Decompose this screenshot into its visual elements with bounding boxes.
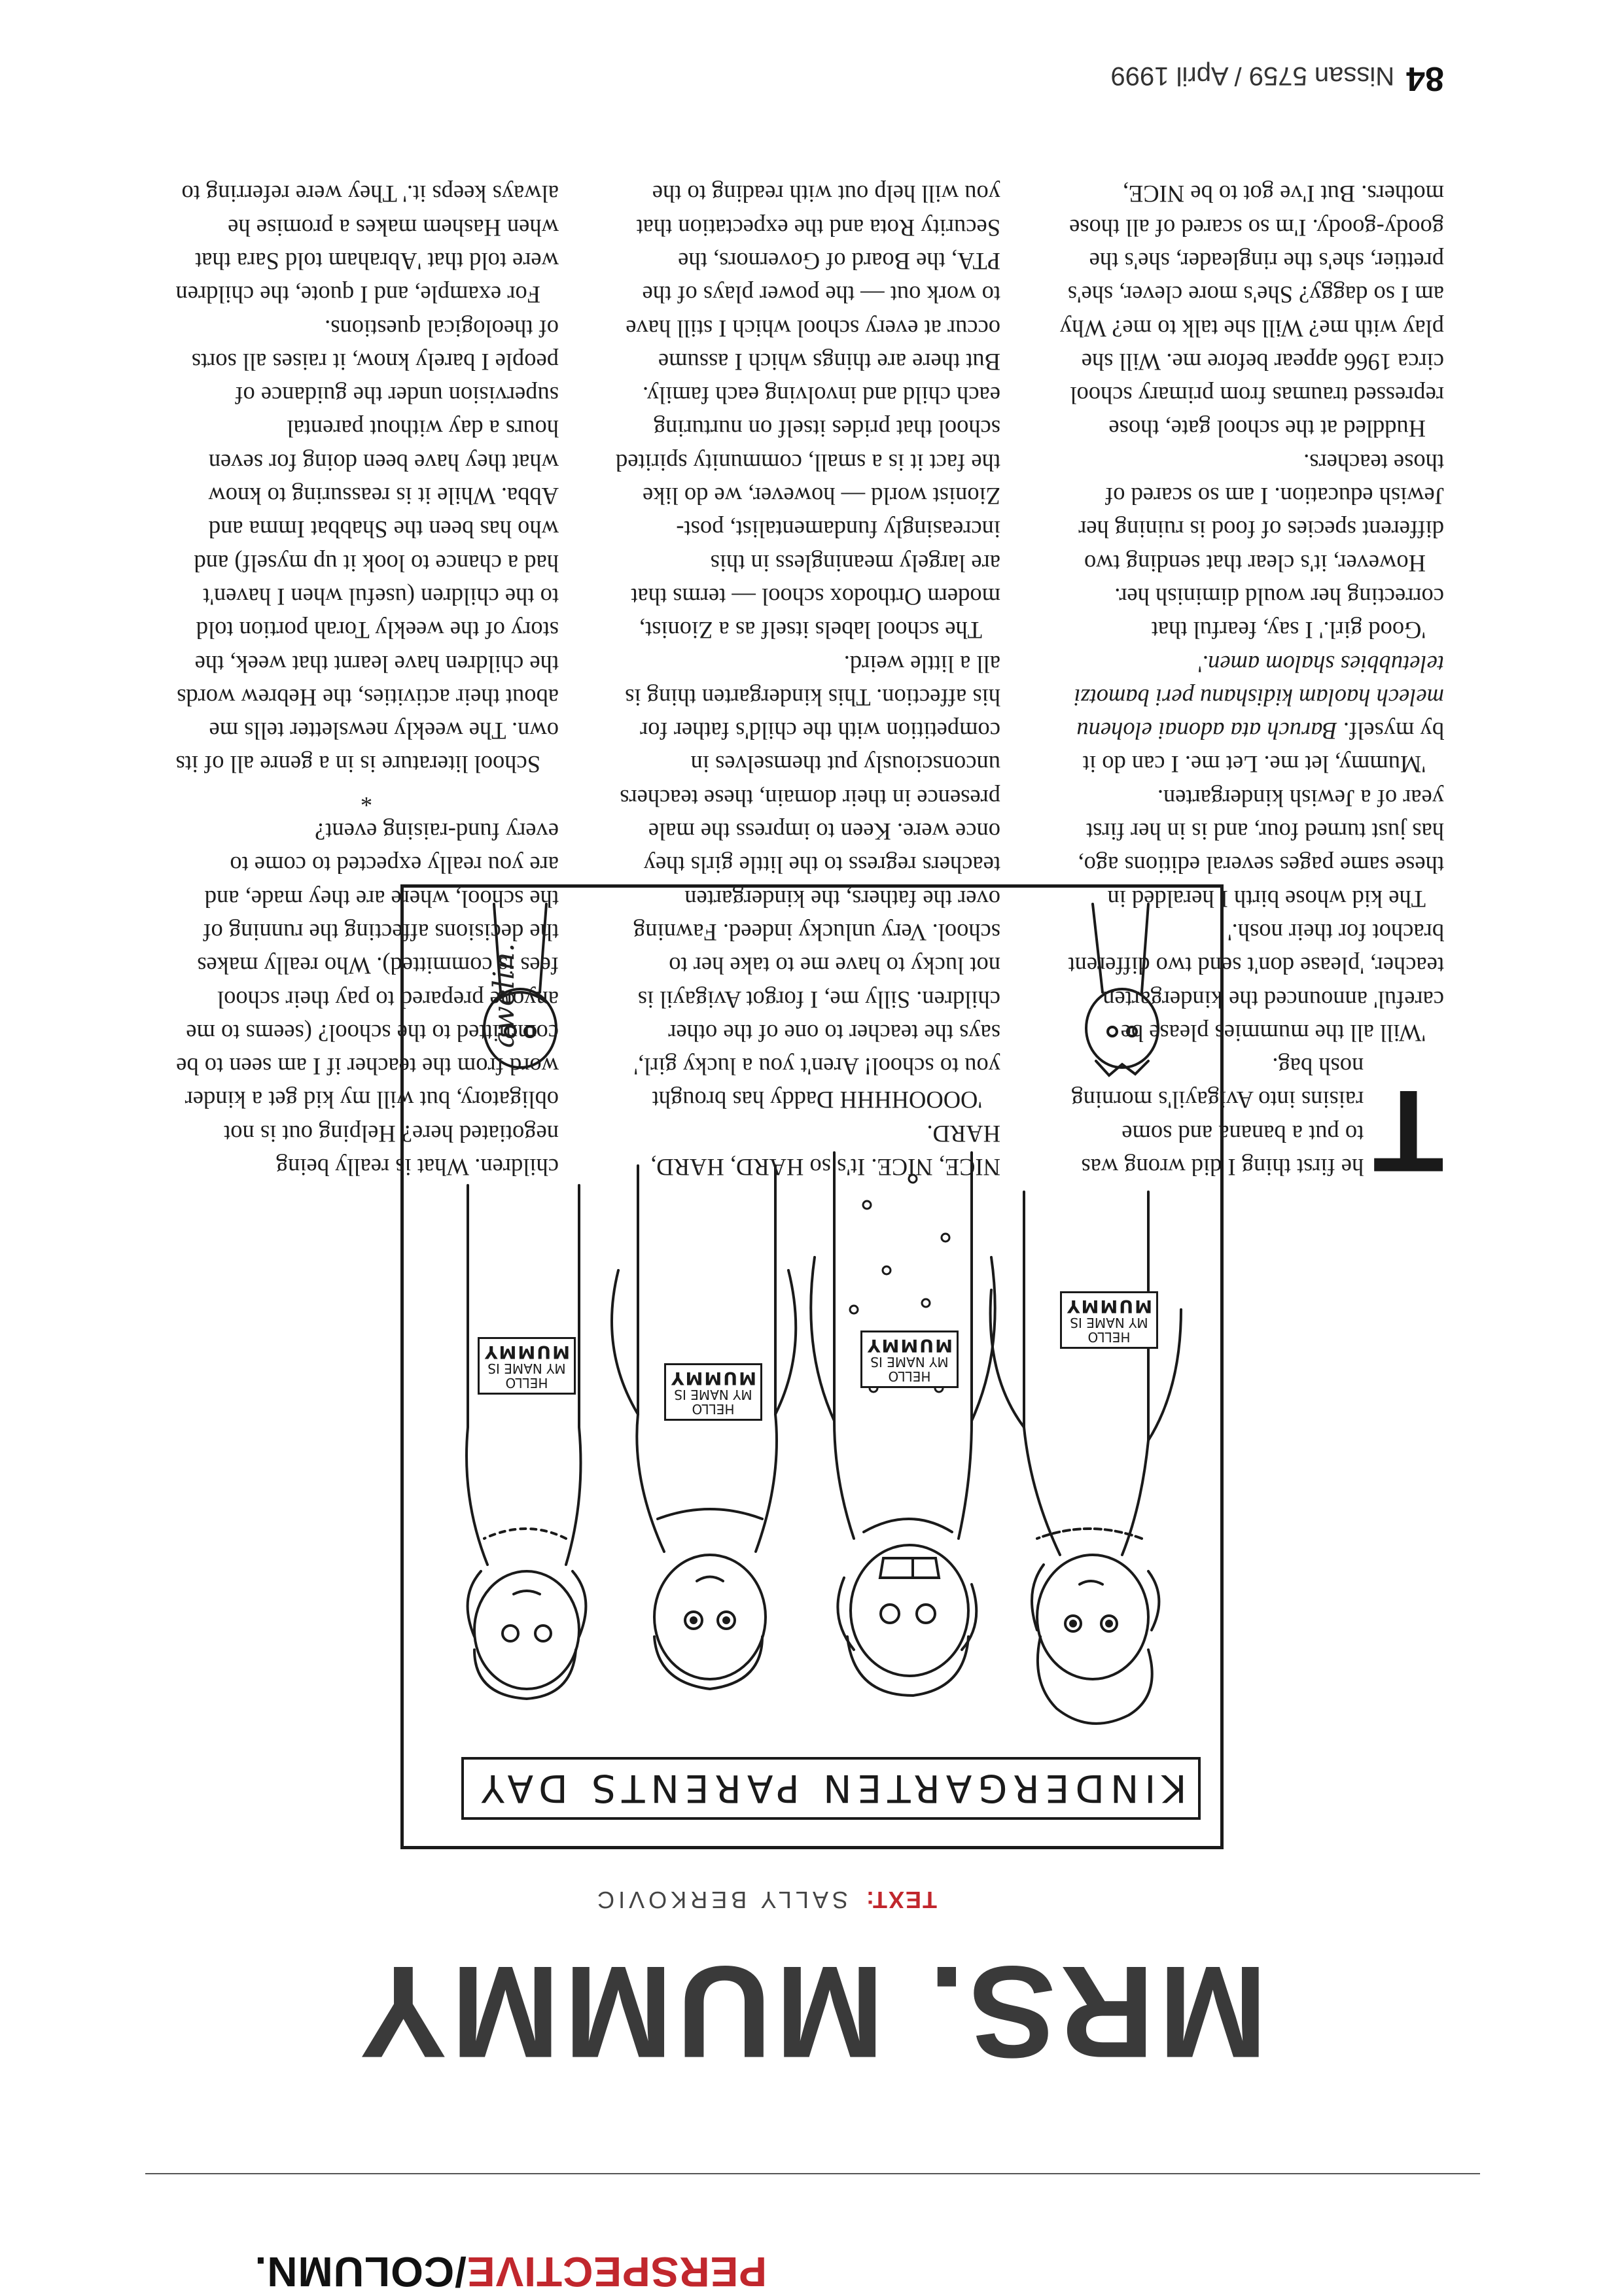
body-column-1: [1059, 177, 1444, 1196]
paragraph: 'Good girl.' I say, fearful that correcting her would diminish her.: [1114, 583, 1444, 644]
name-tag-my-name-is: MY NAME IS: [674, 1387, 752, 1402]
byline-author: SALLY BERKOVIC: [593, 1887, 848, 1913]
paragraph: However, it's clear that sending two different species of food is ruining her Jewish education. I am so scared of those teachers.: [1078, 449, 1444, 577]
name-tag-mummy: MUMMY: [1065, 1296, 1152, 1316]
header-rule: [145, 2173, 1480, 2174]
paragraph: 'OOOOHHHH Daddy has brought you to school! Aren't you a lucky girl,' says the teacher to one of the other children. Silly me, I forgot Avigayil is not lucky to have me to take her to school. Very unlucky indeed. Fawning over the fathers, the kindergarten teachers regress to the little girls they once were. Keen to impress the male presence in their domain, these teachers unconsciously put themselves in competition with the child's father for his affection. This kindergarten thing is all a little weird.: [620, 650, 1000, 1114]
paragraph-text: ': [1197, 650, 1202, 678]
name-tag: [664, 1363, 762, 1421]
paragraph: [1059, 647, 1444, 781]
section-separator: *: [360, 784, 373, 812]
byline-label: TEXT:: [864, 1887, 937, 1913]
name-tag-hello: HELLO: [505, 1375, 548, 1391]
paragraph-text: 'Mummy, let me. Let me. I can do it by myself.: [1082, 718, 1444, 778]
name-tag-my-name-is: MY NAME IS: [870, 1354, 949, 1370]
mother-figure-right: [612, 1166, 796, 1689]
subsection-name: /COLUMN.: [254, 2248, 467, 2295]
name-tag-hello: HELLO: [1087, 1329, 1131, 1345]
byline: [593, 1886, 937, 1913]
mother-figure-far-right: [467, 1185, 586, 1699]
issue-date: Nissan 5759 / April 1999: [1110, 61, 1395, 90]
paragraph: The school labels itself as a Zionist, modern Orthodox school — terms that are largely meaningless in this increasingly fundamentalist, post-Zionist world — however, we do like the fact it is a small, community spirited school that prides itself on nurturing each child and involving each family. But there are things which I assume occur at every school which I still have to work out — the power plays of the PTA, the Board of Governors, the Security Rota and the expectation that you will help out with reading to the: [616, 181, 1000, 644]
name-tag-my-name-is: MY NAME IS: [487, 1361, 566, 1376]
paragraph: The kid whose birth I heralded in these same pages several editions ago, has just turned four, and is in her first year of a Jewish kindergarten.: [1078, 784, 1444, 913]
mother-figure-centre: [811, 1153, 995, 1696]
paragraph: 'Will all the mummies please be careful' announced the kindergarten teacher, 'please don't send two different brachot for their nosh.': [1068, 918, 1444, 1047]
name-tag-hello: HELLO: [692, 1401, 735, 1417]
name-tag: [478, 1337, 576, 1395]
name-tag-mummy: MUMMY: [866, 1335, 953, 1355]
cartoon-banner: KINDERGARTEN PARENTS DAY: [461, 1757, 1201, 1820]
section-name: PERSPECTIVE: [466, 2248, 767, 2295]
name-tag: [860, 1331, 959, 1388]
paragraph: For example, and I quote, the children were told that 'Abraham told Sara that when Hashem makes a promise he always keeps it.' They were referring to: [175, 181, 559, 309]
paragraph: [1059, 1050, 1444, 1196]
drop-cap: T: [1373, 1066, 1444, 1196]
body-column-3: [174, 177, 559, 1184]
name-tag-mummy: MUMMY: [669, 1368, 756, 1388]
paragraph-text: he first thing I did wrong was to put a banana and some raisins into Avigayil's morning nosh bag.: [1071, 1053, 1364, 1181]
paragraph: Huddled at the school gate, those repressed traumas from primary school circa 1966 appear before me. Will she play with me? Will she talk to me? Why am I so daggy? She's more clever, she's prettier, she's the ringleader, she's the goody-goody. I'm so scared of all those mothers. But I've got to be NICE,: [1059, 181, 1444, 443]
paragraph: School literature is in a genre all of its own. The weekly newsletter tells me about their activities, the Hebrew words the children have learnt that week, the story of the weekly Torah portion told to the children (useful when I haven't had a chance to look it up myself) and who has been the Shabbat Imma and Abba. While it is reassuring to know what they have been doing for seven hours a day without parental supervision under the guidance of people I barely know, it raises all sorts of theological questions.: [175, 315, 559, 778]
paragraph: NICE, NICE. It's so HARD, HARD, HARD.: [650, 1120, 1000, 1181]
body-column-2: [616, 177, 1000, 1184]
name-tag-mummy: MUMMY: [483, 1342, 570, 1362]
section-label: [254, 2248, 767, 2296]
article-headline: MRS. MUMMY: [355, 1939, 1267, 2085]
paragraph: children. What is really being negotiated here? Helping out is not obligatory, but will my kid get a kinder word from the teacher if I am seen to be committed to the school? (seems to me anyone prepared to pay their school fees is committed). Who really makes the decisions affecting the running of the school, where are they made, and are you really expected to come to every fund-raising event?: [176, 818, 559, 1181]
name-tag-hello: HELLO: [888, 1368, 931, 1384]
blessing-text: Baruch ata adonai elohenu melech haolam kidishanu peri bamotzi teletubbies shalom amen.: [1074, 650, 1444, 745]
page-folio: [1111, 59, 1444, 98]
name-tag-my-name-is: MY NAME IS: [1070, 1315, 1148, 1331]
page-number: 84: [1406, 60, 1444, 97]
mother-figure-left: [991, 1192, 1181, 1724]
name-tag: [1060, 1291, 1158, 1349]
artist-signature: awelin.: [487, 943, 521, 1048]
